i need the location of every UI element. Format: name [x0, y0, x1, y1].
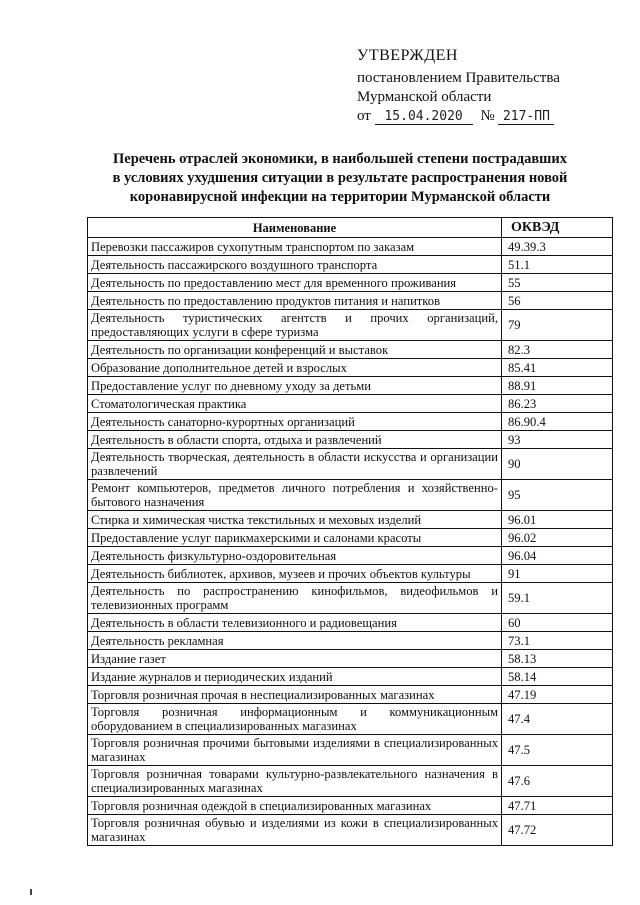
row-code: 47.72: [502, 815, 613, 846]
table-row: [88, 704, 613, 735]
approval-line-2: Мурманской области: [357, 89, 492, 105]
row-code: 59.1: [502, 583, 613, 614]
table-row: [88, 766, 613, 797]
row-name: Деятельность творческая, деятельность в области искусства и организации развлечений: [88, 449, 502, 480]
table-row: [88, 395, 613, 413]
row-code: 96.01: [502, 511, 613, 529]
table-row: [88, 359, 613, 377]
row-name: Деятельность в области спорта, отдыха и развлечений: [88, 431, 502, 449]
row-code: 82.3: [502, 341, 613, 359]
table-row: [88, 274, 613, 292]
row-name: Деятельность пассажирского воздушного транспорта: [88, 256, 502, 274]
row-code: 93: [502, 431, 613, 449]
heading-line-1: Перечень отраслей экономики, в наибольшей степени пострадавших: [113, 151, 567, 167]
table-header-row: [88, 218, 613, 238]
row-name: Торговля розничная одеждой в специализированных магазинах: [88, 797, 502, 815]
table-row: [88, 413, 613, 431]
row-name: Деятельность по организации конференций и выставок: [88, 341, 502, 359]
row-code: 96.04: [502, 547, 613, 565]
row-name: Деятельность по предоставлению мест для временного проживания: [88, 274, 502, 292]
table-row: [88, 431, 613, 449]
table-row: [88, 650, 613, 668]
row-code: 49.39.3: [502, 238, 613, 256]
row-code: 90: [502, 449, 613, 480]
row-code: 58.13: [502, 650, 613, 668]
heading-line-3: коронавирусной инфекции на территории Мурманской области: [129, 189, 551, 205]
row-code: 47.6: [502, 766, 613, 797]
row-name: Ремонт компьютеров, предметов личного потребления и хозяйственно-бытового назначения: [88, 480, 502, 511]
row-name: Деятельность по распространению кинофильмов, видеофильмов и телевизионных программ: [88, 583, 502, 614]
document-heading: [90, 150, 590, 207]
approval-date-row: [357, 107, 617, 126]
table-row: [88, 668, 613, 686]
row-code: 47.4: [502, 704, 613, 735]
row-code: 88.91: [502, 377, 613, 395]
table-row: [88, 377, 613, 395]
row-name: Образование дополнительное детей и взрослых: [88, 359, 502, 377]
row-name: Торговля розничная товарами культурно-развлекательного назначения в специализированных магазинах: [88, 766, 502, 797]
scan-mark: [30, 889, 32, 895]
approval-stamp: [357, 46, 617, 126]
row-name: Деятельность по предоставлению продуктов питания и напитков: [88, 292, 502, 310]
table-row: [88, 341, 613, 359]
row-code: 58.14: [502, 668, 613, 686]
row-name: Деятельность санаторно-курортных организаций: [88, 413, 502, 431]
row-code: 56: [502, 292, 613, 310]
row-code: 60: [502, 614, 613, 632]
table-row: [88, 480, 613, 511]
row-code: 73.1: [502, 632, 613, 650]
row-code: 47.5: [502, 735, 613, 766]
approval-line-1: постановлением Правительства: [357, 70, 560, 86]
row-code: 91: [502, 565, 613, 583]
approval-title: УТВЕРЖДЕН: [357, 47, 458, 64]
table-row: [88, 735, 613, 766]
row-code: 47.71: [502, 797, 613, 815]
row-name: Издание журналов и периодических изданий: [88, 668, 502, 686]
table-body: [88, 238, 613, 846]
header-name: Наименование: [88, 218, 502, 238]
table-row: [88, 565, 613, 583]
row-code: 86.23: [502, 395, 613, 413]
row-name: Деятельность рекламная: [88, 632, 502, 650]
table-row: [88, 238, 613, 256]
row-name: Стирка и химическая чистка текстильных и меховых изделий: [88, 511, 502, 529]
row-name: Стоматологическая практика: [88, 395, 502, 413]
row-name: Торговля розничная прочая в неспециализированных магазинах: [88, 686, 502, 704]
row-code: 79: [502, 310, 613, 341]
table-row: [88, 583, 613, 614]
industries-table: [87, 217, 613, 846]
row-code: 47.19: [502, 686, 613, 704]
row-name: Издание газет: [88, 650, 502, 668]
row-code: 55: [502, 274, 613, 292]
row-name: Деятельность в области телевизионного и радиовещания: [88, 614, 502, 632]
row-name: Торговля розничная прочими бытовыми изделиями в специализированных магазинах: [88, 735, 502, 766]
table-row: [88, 449, 613, 480]
table-row: [88, 529, 613, 547]
row-name: Перевозки пассажиров сухопутным транспортом по заказам: [88, 238, 502, 256]
table-row: [88, 632, 613, 650]
table-row: [88, 292, 613, 310]
table-row: [88, 815, 613, 846]
from-label: от: [357, 108, 371, 124]
approval-number: 217-ПП: [498, 109, 554, 125]
row-name: Деятельность физкультурно-оздоровительная: [88, 547, 502, 565]
table-row: [88, 614, 613, 632]
number-label: №: [480, 108, 495, 124]
table-row: [88, 797, 613, 815]
row-name: Торговля розничная обувью и изделиями из кожи в специализированных магазинах: [88, 815, 502, 846]
row-code: 96.02: [502, 529, 613, 547]
row-name: Деятельность библиотек, архивов, музеев и прочих объектов культуры: [88, 565, 502, 583]
row-code: 86.90.4: [502, 413, 613, 431]
row-name: Предоставление услуг парикмахерскими и салонами красоты: [88, 529, 502, 547]
table-row: [88, 310, 613, 341]
table-row: [88, 256, 613, 274]
row-code: 95: [502, 480, 613, 511]
table-row: [88, 511, 613, 529]
heading-line-2: в условиях ухудшения ситуации в результате распространения новой: [112, 170, 568, 186]
row-name: Предоставление услуг по дневному уходу за детьми: [88, 377, 502, 395]
table-row: [88, 547, 613, 565]
table-row: [88, 686, 613, 704]
row-code: 51.1: [502, 256, 613, 274]
row-name: Торговля розничная информационным и коммуникационным оборудованием в специализированных магазинах: [88, 704, 502, 735]
approval-date: 15.04.2020: [375, 109, 473, 125]
header-code: ОКВЭД: [502, 218, 613, 238]
row-name: Деятельность туристических агентств и прочих организаций, предоставляющих услуги в сфере туризма: [88, 310, 502, 341]
row-code: 85.41: [502, 359, 613, 377]
